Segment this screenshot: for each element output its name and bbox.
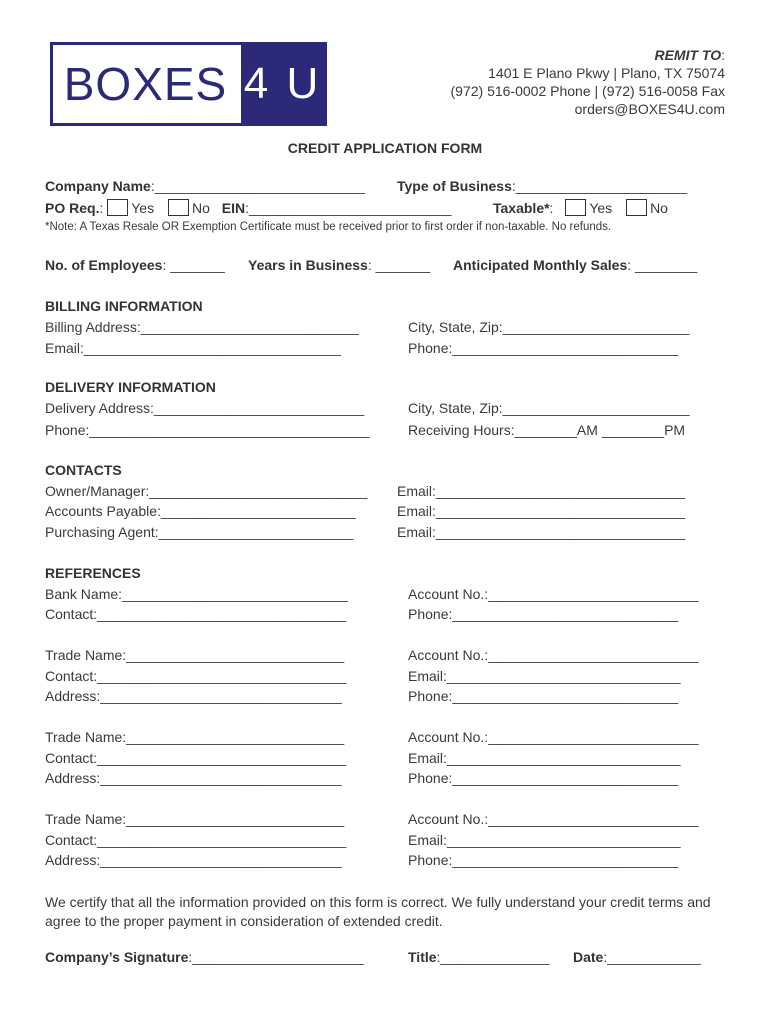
- trade2-phone-field[interactable]: Phone:_____________________________: [408, 770, 679, 786]
- trade1-contact-field[interactable]: Contact:________________________________: [45, 668, 347, 684]
- remit-title: REMIT TO: [654, 47, 722, 63]
- contacts-heading: CONTACTS: [45, 462, 122, 478]
- delivery-address-field[interactable]: Delivery Address:___________________________: [45, 400, 365, 416]
- date-line[interactable]: :____________: [603, 949, 701, 965]
- taxable-label: Taxable*: [493, 200, 550, 216]
- logo-left-text: BOXES: [63, 58, 228, 110]
- signature-line[interactable]: :______________________: [188, 949, 364, 965]
- trade3-name-field[interactable]: Trade Name:____________________________: [45, 811, 345, 827]
- billing-city-field[interactable]: City, State, Zip:________________________: [408, 319, 690, 335]
- trade3-address-field[interactable]: Address:_______________________________: [45, 852, 342, 868]
- employees-label: No. of Employees: [45, 257, 163, 273]
- bank-contact-field[interactable]: Contact:________________________________: [45, 606, 347, 622]
- trade3-phone-field[interactable]: Phone:_____________________________: [408, 852, 679, 868]
- delivery-phone-field[interactable]: Phone:____________________________________: [45, 422, 370, 438]
- company-name-line[interactable]: :___________________________: [150, 178, 365, 194]
- po-req-colon: :: [99, 200, 104, 216]
- type-of-business-field[interactable]: [397, 178, 687, 195]
- years-line[interactable]: : _______: [367, 257, 431, 273]
- years-field[interactable]: [248, 257, 430, 274]
- taxable-no-checkbox[interactable]: [626, 199, 647, 216]
- signature-field[interactable]: [45, 949, 364, 966]
- trade2-account-field[interactable]: Account No.:___________________________: [408, 729, 699, 745]
- po-req-no-checkbox[interactable]: [168, 199, 189, 216]
- taxable-yes-checkbox[interactable]: [565, 199, 586, 216]
- po-req-no-label: No: [191, 200, 210, 216]
- billing-heading: BILLING INFORMATION: [45, 298, 203, 314]
- trade1-account-field[interactable]: Account No.:___________________________: [408, 647, 699, 663]
- title-field[interactable]: [408, 949, 549, 966]
- form-title: CREDIT APPLICATION FORM: [287, 140, 483, 156]
- receiving-hours-field[interactable]: Receiving Hours:________AM ________PM: [408, 422, 686, 438]
- trade3-email-field[interactable]: Email:______________________________: [408, 832, 681, 848]
- certification-text: We certify that all the information provided on this form is correct. We fully understand your credit terms and agree to the proper payment in consideration of extended credit.: [45, 894, 711, 929]
- title-label: Title: [408, 949, 437, 965]
- trade2-email-field[interactable]: Email:______________________________: [408, 750, 681, 766]
- monthly-sales-field[interactable]: [453, 257, 697, 274]
- years-label: Years in Business: [248, 257, 368, 273]
- monthly-sales-label: Anticipated Monthly Sales: [453, 257, 628, 273]
- taxable-row: [493, 199, 668, 217]
- company-name-field[interactable]: [45, 178, 365, 195]
- purchasing-email-field[interactable]: Email:________________________________: [397, 524, 686, 540]
- taxable-note: *Note: A Texas Resale OR Exemption Certificate must be received prior to first order if non-taxable. No refunds.: [45, 221, 612, 233]
- ein-line[interactable]: :__________________________: [245, 200, 452, 216]
- trade2-contact-field[interactable]: Contact:________________________________: [45, 750, 347, 766]
- delivery-heading: DELIVERY INFORMATION: [45, 379, 216, 395]
- company-logo: [50, 42, 327, 126]
- monthly-sales-line[interactable]: : ________: [627, 257, 698, 273]
- purchasing-agent-field[interactable]: Purchasing Agent:_________________________: [45, 524, 354, 540]
- ein-label: EIN: [221, 200, 246, 216]
- type-of-business-label: Type of Business: [397, 178, 512, 194]
- date-label: Date: [573, 949, 604, 965]
- trade1-phone-field[interactable]: Phone:_____________________________: [408, 688, 679, 704]
- taxable-no-label: No: [650, 200, 668, 216]
- bank-name-field[interactable]: Bank Name:_____________________________: [45, 586, 348, 602]
- trade1-email-field[interactable]: Email:______________________________: [408, 668, 681, 684]
- logo-right-part: [241, 45, 324, 123]
- trade2-name-field[interactable]: Trade Name:____________________________: [45, 729, 345, 745]
- company-name-label: Company Name: [45, 178, 151, 194]
- trade1-name-field[interactable]: Trade Name:____________________________: [45, 647, 345, 663]
- accounts-payable-field[interactable]: Accounts Payable:_________________________: [45, 503, 356, 519]
- taxable-yes-label: Yes: [589, 200, 613, 216]
- po-req-yes-label: Yes: [131, 200, 155, 216]
- remit-email: orders@BOXES4U.com: [574, 101, 725, 117]
- po-req-yes-checkbox[interactable]: [107, 199, 128, 216]
- remit-address: 1401 E Plano Pkwy | Plano, TX 75074: [488, 65, 725, 81]
- po-req-label: PO Req.: [45, 200, 100, 216]
- trade1-address-field[interactable]: Address:_______________________________: [45, 688, 342, 704]
- trade3-account-field[interactable]: Account No.:___________________________: [408, 811, 699, 827]
- date-field[interactable]: [573, 949, 701, 966]
- references-heading: REFERENCES: [45, 565, 141, 581]
- billing-email-field[interactable]: Email:_________________________________: [45, 340, 341, 356]
- billing-phone-field[interactable]: Phone:_____________________________: [408, 340, 679, 356]
- logo-left-part: [53, 45, 238, 123]
- po-req-row: [45, 199, 451, 217]
- title-line[interactable]: :______________: [436, 949, 550, 965]
- employees-field[interactable]: [45, 257, 225, 274]
- bank-account-field[interactable]: Account No.:___________________________: [408, 586, 699, 602]
- delivery-city-field[interactable]: City, State, Zip:________________________: [408, 400, 690, 416]
- remit-to-block: [451, 46, 726, 118]
- owner-manager-field[interactable]: Owner/Manager:____________________________: [45, 483, 368, 499]
- taxable-colon: :: [549, 200, 554, 216]
- trade2-address-field[interactable]: Address:_______________________________: [45, 770, 342, 786]
- owner-email-field[interactable]: Email:________________________________: [397, 483, 686, 499]
- bank-phone-field[interactable]: Phone:_____________________________: [408, 606, 679, 622]
- signature-label: Company’s Signature: [45, 949, 189, 965]
- remit-phones: (972) 516-0002 Phone | (972) 516-0058 Fax: [450, 83, 725, 99]
- employees-line[interactable]: : _______: [162, 257, 225, 273]
- trade3-contact-field[interactable]: Contact:________________________________: [45, 832, 347, 848]
- billing-address-field[interactable]: Billing Address:____________________________: [45, 319, 359, 335]
- logo-right-text: 4 U: [243, 59, 322, 108]
- payable-email-field[interactable]: Email:________________________________: [397, 503, 686, 519]
- type-of-business-line[interactable]: :______________________: [511, 178, 688, 194]
- remit-colon: :: [721, 47, 725, 63]
